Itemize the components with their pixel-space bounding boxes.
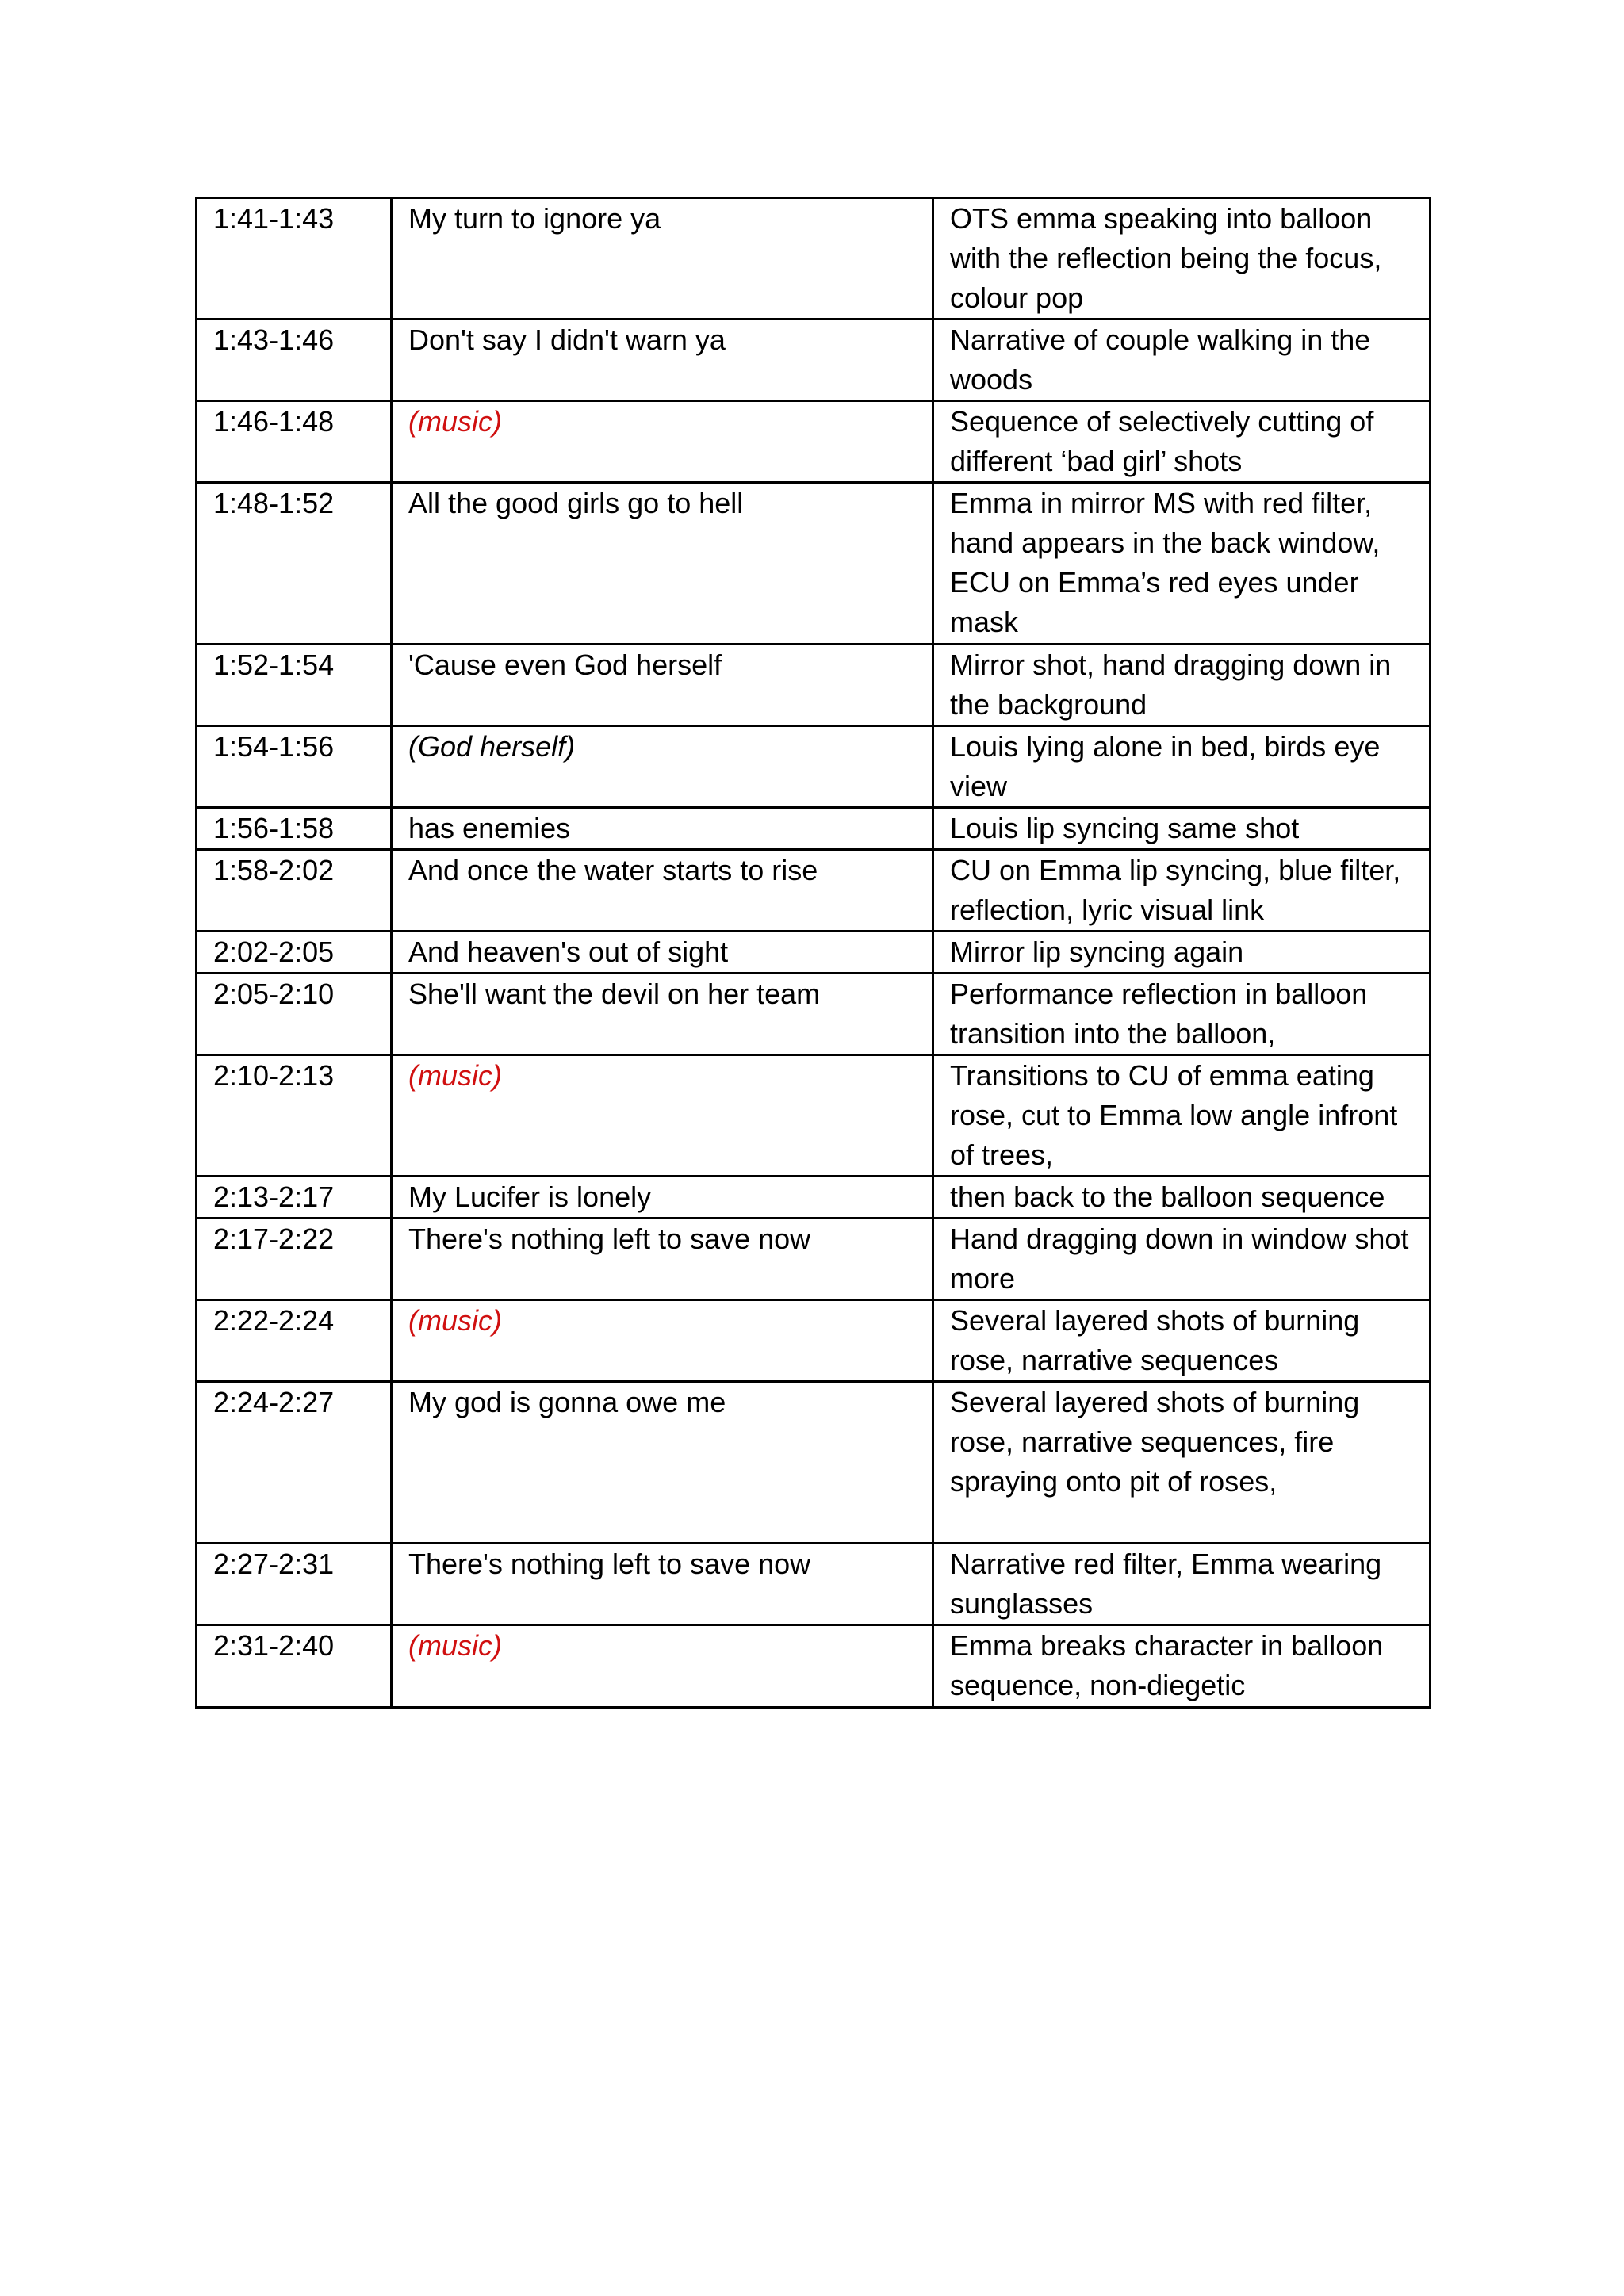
timecode-cell: 1:58-2:02 <box>197 850 392 932</box>
table-row <box>197 1544 1431 1625</box>
table-row <box>197 974 1431 1055</box>
timecode-cell: 2:22-2:24 <box>197 1300 392 1382</box>
shot-description-cell: Louis lying alone in bed, birds eye view <box>933 726 1431 808</box>
table-row <box>197 808 1431 850</box>
lyric-cell: has enemies <box>392 808 933 850</box>
lyric-cell: There's nothing left to save now <box>392 1544 933 1625</box>
timecode-cell: 2:13-2:17 <box>197 1177 392 1219</box>
timecode-cell: 1:48-1:52 <box>197 483 392 645</box>
lyric-cell: There's nothing left to save now <box>392 1219 933 1300</box>
table-row <box>197 850 1431 932</box>
timecode-cell: 1:56-1:58 <box>197 808 392 850</box>
shot-description-cell: Several layered shots of burning rose, narrative sequences, fire spraying onto pit of roses, <box>933 1382 1431 1544</box>
shot-description-cell: CU on Emma lip syncing, blue filter, reflection, lyric visual link <box>933 850 1431 932</box>
shot-description-cell: Performance reflection in balloon transition into the balloon, <box>933 974 1431 1055</box>
shot-description-cell: OTS emma speaking into balloon with the reflection being the focus, colour pop <box>933 198 1431 320</box>
table-row <box>197 1625 1431 1708</box>
table-row <box>197 320 1431 401</box>
table-row <box>197 1300 1431 1382</box>
shot-description-cell: Emma breaks character in balloon sequence, non-diegetic <box>933 1625 1431 1708</box>
timecode-cell: 2:27-2:31 <box>197 1544 392 1625</box>
timecode-cell: 1:52-1:54 <box>197 645 392 726</box>
timecode-cell: 1:43-1:46 <box>197 320 392 401</box>
lyric-cell: My god is gonna owe me <box>392 1382 933 1544</box>
shot-description-cell: Louis lip syncing same shot <box>933 808 1431 850</box>
timecode-cell: 2:24-2:27 <box>197 1382 392 1544</box>
shot-description-cell: Several layered shots of burning rose, narrative sequences <box>933 1300 1431 1382</box>
shot-description-cell: Narrative of couple walking in the woods <box>933 320 1431 401</box>
timecode-cell: 1:54-1:56 <box>197 726 392 808</box>
lyric-cell: And once the water starts to rise <box>392 850 933 932</box>
lyric-cell: (God herself) <box>392 726 933 808</box>
table-row <box>197 726 1431 808</box>
table-row <box>197 1177 1431 1219</box>
shot-description-cell: Sequence of selectively cutting of different ‘bad girl’ shots <box>933 401 1431 483</box>
table-row <box>197 1219 1431 1300</box>
lyric-cell: My Lucifer is lonely <box>392 1177 933 1219</box>
table-row <box>197 198 1431 320</box>
timecode-cell: 2:10-2:13 <box>197 1055 392 1177</box>
shot-description-cell: Mirror lip syncing again <box>933 932 1431 974</box>
lyric-cell: (music) <box>392 1300 933 1382</box>
shot-description-cell: then back to the balloon sequence <box>933 1177 1431 1219</box>
shot-description-cell: Emma in mirror MS with red filter, hand appears in the back window, ECU on Emma’s red eyes under mask <box>933 483 1431 645</box>
lyric-cell: 'Cause even God herself <box>392 645 933 726</box>
lyric-cell: Don't say I didn't warn ya <box>392 320 933 401</box>
timecode-cell: 2:02-2:05 <box>197 932 392 974</box>
lyric-cell: (music) <box>392 1625 933 1708</box>
storyboard-table <box>195 197 1431 1709</box>
shot-description-cell: Mirror shot, hand dragging down in the background <box>933 645 1431 726</box>
shot-description-cell: Hand dragging down in window shot more <box>933 1219 1431 1300</box>
table-row <box>197 1382 1431 1544</box>
table-body <box>197 198 1431 1708</box>
shot-description-cell: Transitions to CU of emma eating rose, cut to Emma low angle infront of trees, <box>933 1055 1431 1177</box>
table-row <box>197 1055 1431 1177</box>
lyric-cell: All the good girls go to hell <box>392 483 933 645</box>
lyric-cell: She'll want the devil on her team <box>392 974 933 1055</box>
lyric-cell: (music) <box>392 401 933 483</box>
timecode-cell: 1:41-1:43 <box>197 198 392 320</box>
lyric-cell: And heaven's out of sight <box>392 932 933 974</box>
timecode-cell: 2:05-2:10 <box>197 974 392 1055</box>
table-row <box>197 483 1431 645</box>
timecode-cell: 2:31-2:40 <box>197 1625 392 1708</box>
lyric-cell: My turn to ignore ya <box>392 198 933 320</box>
lyric-cell: (music) <box>392 1055 933 1177</box>
table-row <box>197 645 1431 726</box>
shot-description-cell: Narrative red filter, Emma wearing sunglasses <box>933 1544 1431 1625</box>
table-row <box>197 401 1431 483</box>
timecode-cell: 1:46-1:48 <box>197 401 392 483</box>
timecode-cell: 2:17-2:22 <box>197 1219 392 1300</box>
table-row <box>197 932 1431 974</box>
